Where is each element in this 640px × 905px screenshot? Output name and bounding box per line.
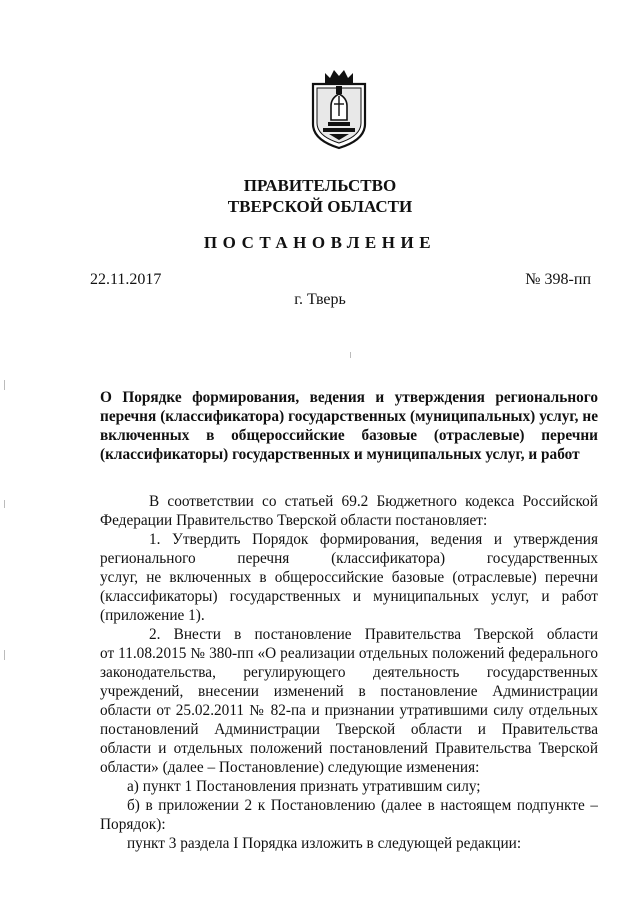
body-line: области и отдельных положений постановлений Правительства Тверской	[100, 740, 598, 757]
scan-artifact	[4, 650, 5, 660]
resolution-body	[100, 492, 598, 853]
body-line: б) в приложении 2 к Постановлению (далее в настоящем подпункте –	[127, 797, 598, 814]
org-name-line1: ПРАВИТЕЛЬСТВО	[243, 176, 397, 195]
scan-artifact	[4, 500, 5, 508]
body-line: регионального перечня (классификатора) государственных	[100, 550, 598, 567]
body-line: законодательства, регулирующего деятельность государственных	[100, 664, 598, 681]
body-line: В соответствии со статьей 69.2 Бюджетного кодекса Российской	[149, 493, 598, 510]
doc-city: г. Тверь	[294, 291, 346, 308]
body-line: услуг, не включенных в общероссийские базовые (отраслевые) перечни	[100, 569, 598, 586]
scan-artifact	[350, 352, 351, 358]
body-line: постановлений Администрации Тверской области и Правительства	[100, 721, 598, 738]
body-line: Порядок):	[100, 816, 166, 833]
doc-number: № 398-пп	[525, 271, 591, 288]
tver-coat-of-arms-emblem	[309, 68, 369, 150]
heading-line: перечня (классификатора) государственных (муниципальных) услуг, не	[100, 408, 598, 425]
doc-type-title: ПОСТАНОВЛЕНИЕ	[203, 233, 437, 252]
org-name-line2: ТВЕРСКОЙ ОБЛАСТИ	[227, 197, 413, 216]
heading-line: включенных в общероссийские базовые (отраслевые) перечни	[100, 427, 598, 444]
body-line: а) пункт 1 Постановления признать утратившим силу;	[127, 778, 481, 795]
heading-line: (классификаторы) государственных и муниципальных услуг, и работ	[100, 446, 580, 463]
heading-line: О Порядке формирования, ведения и утверждения регионального	[100, 389, 598, 406]
body-line: 2. Внести в постановление Правительства Тверской области	[149, 626, 598, 643]
body-line: от 11.08.2015 № 380-пп «О реализации отдельных положений федерального	[100, 645, 598, 662]
body-line: учреждений, внесении изменений в постановление Администрации	[100, 683, 598, 700]
body-line: Федерации Правительство Тверской области постановляет:	[100, 512, 488, 529]
resolution-heading	[100, 388, 598, 464]
body-line: области от 25.02.2011 № 82-па и признании утратившими силу отдельных	[100, 702, 598, 719]
doc-date: 22.11.2017	[90, 271, 162, 288]
body-line: пункт 3 раздела I Порядка изложить в следующей редакции:	[127, 835, 522, 852]
body-line: области» (далее – Постановление) следующие изменения:	[100, 759, 480, 776]
body-line: (приложение 1).	[100, 607, 205, 624]
scan-artifact	[4, 380, 5, 390]
body-line: 1. Утвердить Порядок формирования, ведения и утверждения	[149, 531, 598, 548]
body-line: (классификаторы) государственных и муниципальных услуг, и работ	[100, 588, 598, 605]
